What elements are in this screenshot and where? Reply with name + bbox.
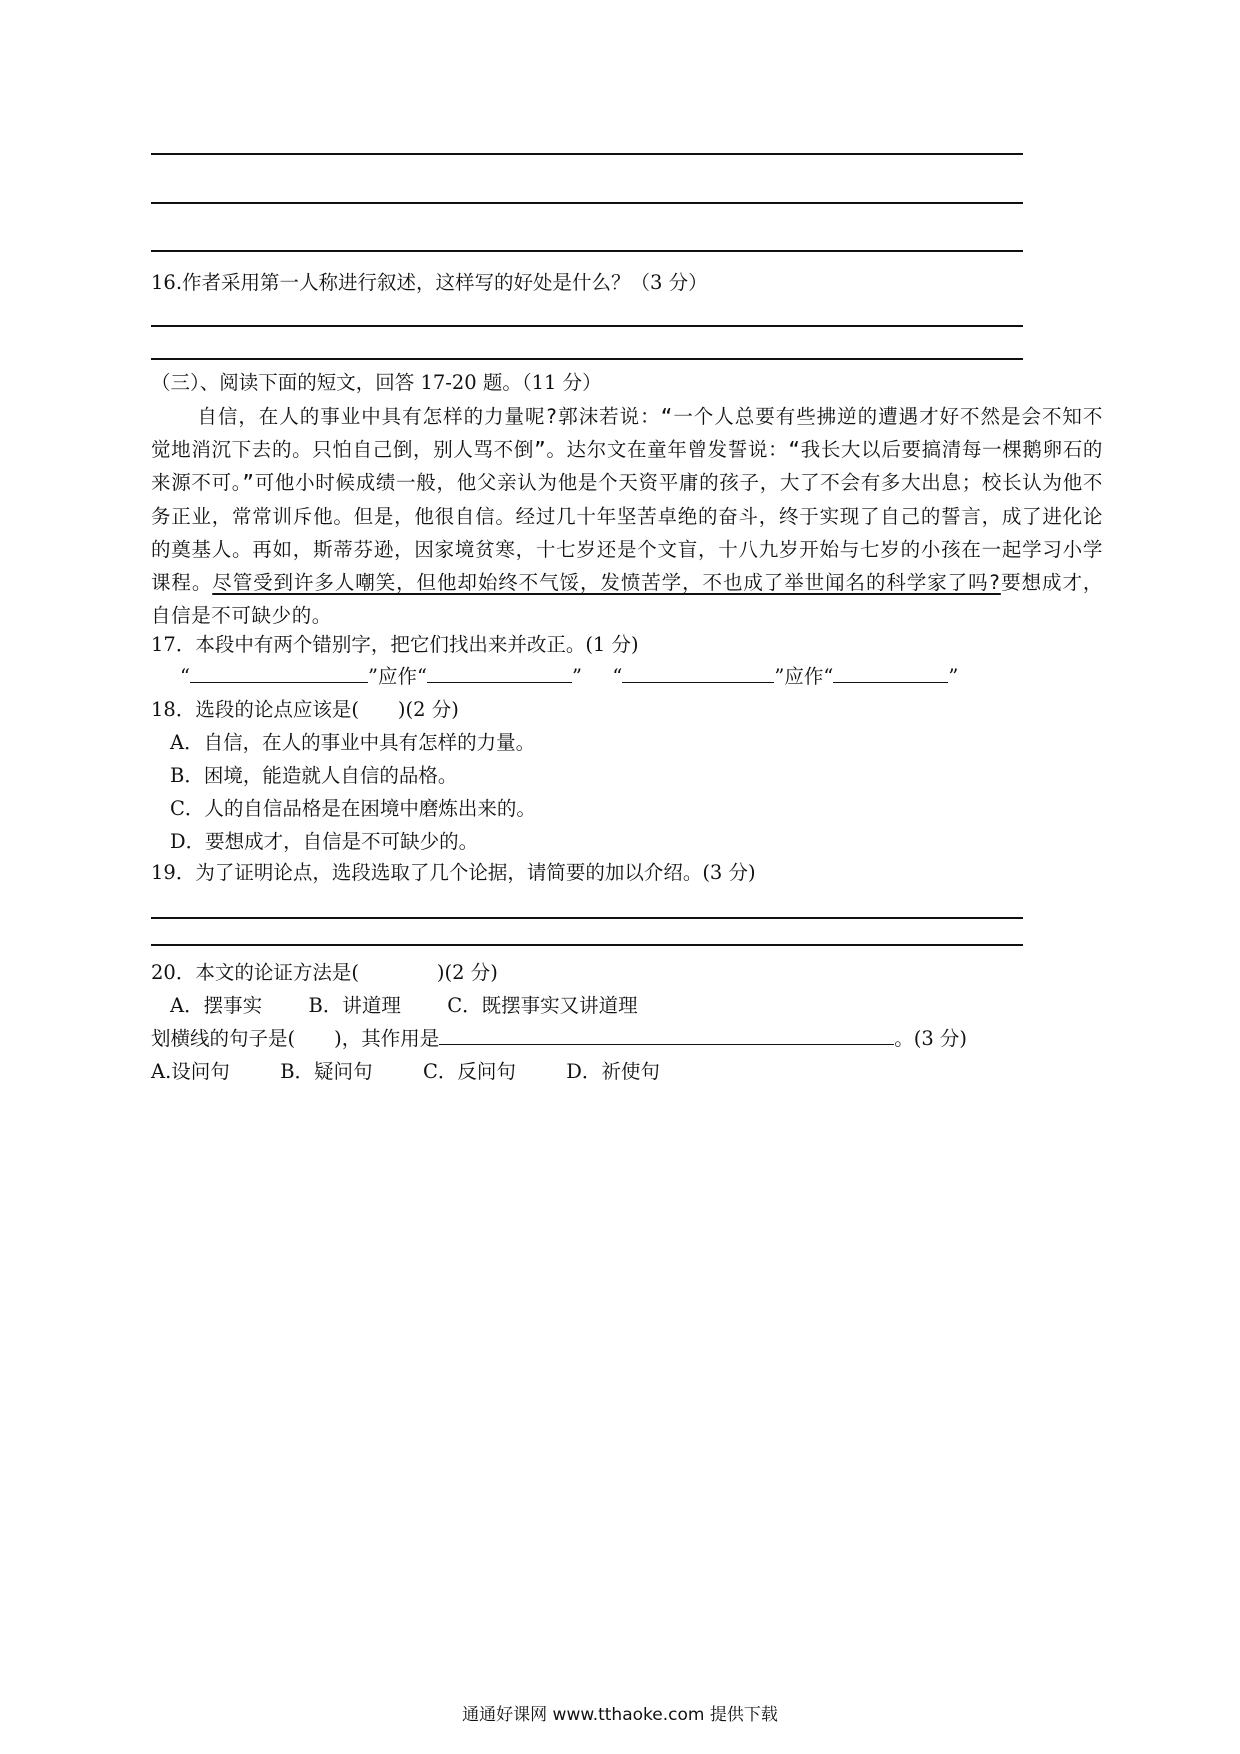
q21-option-d[interactable]: D．祈使句 [566, 1060, 660, 1083]
wrong-char-blank-2[interactable] [622, 664, 774, 683]
close-quote-2: ” [571, 665, 582, 688]
answer-line-2[interactable] [151, 202, 1023, 204]
answer-line-3[interactable] [151, 250, 1023, 252]
open-quote-3: “ [612, 665, 623, 688]
answer-line-q19-2[interactable] [151, 944, 1023, 946]
q20-option-c[interactable]: C．既摆事实又讲道理 [447, 994, 638, 1017]
correct-char-blank-1[interactable] [427, 664, 572, 683]
reading-passage [151, 400, 1103, 632]
q21-suffix: 。(3 分) [894, 1027, 968, 1050]
question-17: 17．本段中有两个错别字，把它们找出来并改正。(1 分) [151, 633, 639, 656]
q18-option-c[interactable]: C．人的自信品格是在困境中磨炼出来的。 [170, 797, 536, 820]
section-3-heading: （三）、阅读下面的短文，回答 17-20 题。（11 分） [151, 371, 602, 394]
answer-line-q19-1[interactable] [151, 917, 1023, 919]
should-be-label-2: 应作 [784, 665, 824, 688]
close-quote-1: ” [367, 665, 378, 688]
q18-option-a[interactable]: A．自信，在人的事业中具有怎样的力量。 [170, 731, 536, 754]
question-18: 18．选段的论点应该是( )(2 分) [151, 698, 459, 721]
question-19: 19．为了证明论点，选段选取了几个论据，请简要的加以介绍。(3 分) [151, 861, 756, 884]
q21-answer-blank[interactable] [439, 1026, 894, 1045]
passage-text: 自信，在人的事业中具有怎样的力量呢?郭沫若说：“一个人总要有些拂逆的遭遇才好不然是会不知不觉地消沉下去的。只怕自己倒，别人骂不倒”。达尔文在童年曾发誓说：“我长大以后要搞清每一棵鹅卵石的来源不可。”可他小时候成绩一般，他父亲认为他是个天资平庸的孩子，大了不会有多大出息；校长认为他不务正业，常常训斥他。但是，他很自信。经过几十年坚苦卓绝的奋斗，终于实现了自己的誓言，成了进化论的奠基人。再如，斯蒂芬逊，因家境贫寒，十七岁还是个文盲，十八九岁开始与七岁的小孩在一起学习小学课程。 [151, 405, 1103, 595]
q20-option-a[interactable]: A．摆事实 [170, 994, 263, 1017]
q20-option-b[interactable]: B．讲道理 [308, 994, 401, 1017]
q21-prefix: 划横线的句子是( )，其作用是 [151, 1027, 440, 1050]
answer-line-q16-2[interactable] [151, 358, 1023, 360]
answer-line-q16-1[interactable] [151, 325, 1023, 327]
q21-option-b[interactable]: B．疑问句 [280, 1060, 373, 1083]
q17-answer-row [180, 664, 958, 690]
wrong-char-blank-1[interactable] [190, 664, 368, 683]
page-footer: 通通好课网 www.tthaoke.com 提供下载 [462, 1705, 778, 1725]
close-quote-3: ” [774, 665, 785, 688]
q18-option-d[interactable]: D．要想成才，自信是不可缺少的。 [170, 830, 479, 853]
question-20: 20．本文的论证方法是( )(2 分) [151, 961, 498, 984]
q18-option-b[interactable]: B．困境，能造就人自信的品格。 [170, 764, 458, 787]
close-quote-4: ” [948, 665, 959, 688]
open-quote-1: “ [180, 665, 190, 688]
should-be-label-1: 应作 [377, 665, 417, 688]
q21-option-a[interactable]: A.设问句 [151, 1060, 230, 1083]
q21-option-c[interactable]: C．反问句 [422, 1060, 516, 1083]
question-underlined-sentence [151, 1026, 967, 1052]
open-quote-2: “ [416, 665, 427, 688]
answer-line-1[interactable] [151, 153, 1023, 155]
q20-options [170, 993, 638, 1019]
correct-char-blank-2[interactable] [833, 664, 948, 683]
open-quote-4: “ [823, 665, 834, 688]
q21-options [151, 1059, 660, 1085]
underlined-sentence: 尽管受到许多人嘲笑，但他却始终不气馁，发愤苦学，不也成了举世闻名的科学家了吗? [212, 571, 1001, 595]
question-16: 16.作者采用第一人称进行叙述，这样写的好处是什么？（3 分） [151, 271, 708, 294]
passage-conclusion: 要想成才，自信是不可缺少的。 [151, 571, 1103, 628]
